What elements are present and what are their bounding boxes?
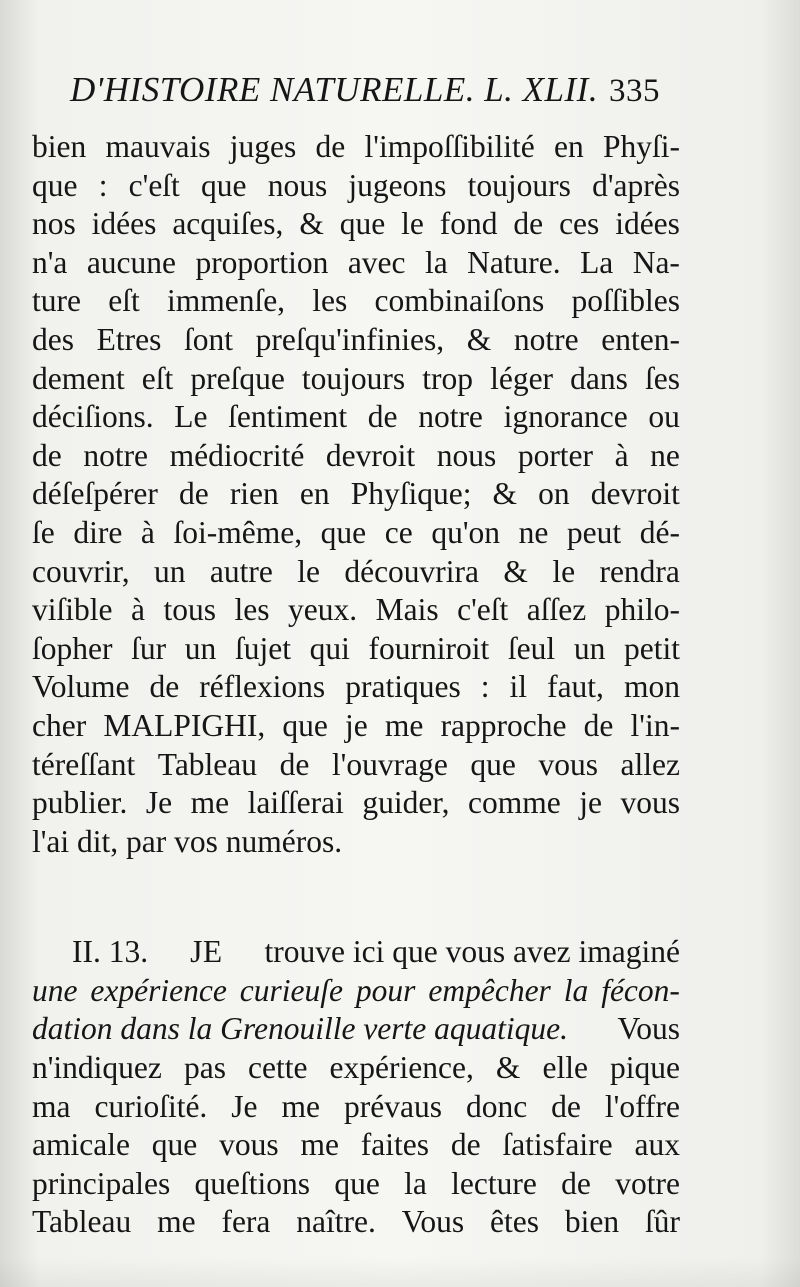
text-line: amicale que vous me faites de ſatisfaire aux	[32, 1127, 680, 1163]
text-line: déciſions. Le ſentiment de notre ignorance ou	[32, 399, 680, 435]
text-line: viſible à tous les yeux. Mais c'eſt aſſez philo-	[32, 592, 680, 628]
text-line: des Etres ſont preſqu'infinies, & notre enten-	[32, 321, 680, 357]
running-title: D'HISTOIRE NATURELLE. L. XLII.	[70, 70, 599, 109]
line-rest: Vous	[617, 1011, 680, 1047]
body-text	[32, 128, 680, 1242]
text-line: ture eſt immenſe, les combinaiſons poſſibles	[32, 283, 680, 319]
text-line: n'a aucune proportion avec la Nature. La Na-	[32, 244, 680, 280]
paragraph-1	[32, 128, 680, 861]
running-header	[70, 70, 660, 110]
text-line: nos idées acquiſes, & que le fond de ces idées	[32, 206, 680, 242]
text-line: déſeſpérer de rien en Phyſique; & on devroit	[32, 476, 680, 512]
text-line: ma curioſité. Je me prévaus donc de l'offre	[32, 1088, 680, 1124]
text-line: bien mauvais juges de l'impoſſibilité en Phyſi-	[32, 129, 680, 164]
text-line: cher MALPIGHI, que je me rapproche de l'in-	[32, 707, 680, 743]
text-line	[32, 1010, 680, 1049]
page-edge-shadow	[0, 1257, 800, 1287]
text-line: ſe dire à ſoi-même, que ce qu'on ne peut dé-	[32, 514, 680, 550]
text-line: que : c'eſt que nous jugeons toujours d'après	[32, 167, 680, 203]
text-line: dement eſt preſque toujours trop léger dans ſes	[32, 360, 680, 396]
italic-phrase: dation dans la Grenouille verte aquatique.	[32, 1011, 569, 1047]
text-line	[32, 933, 680, 972]
text-line: Tableau me fera naître. Vous êtes bien ſûr	[32, 1204, 680, 1240]
text-line: couvrir, un autre le découvrira & le rendra	[32, 553, 680, 589]
text-line: de notre médiocrité devroit nous porter à ne	[32, 437, 680, 473]
text-line: ſopher ſur un ſujet qui fourniroit ſeul un petit	[32, 630, 680, 666]
paragraph-2	[32, 933, 680, 1242]
text-line: principales queſtions que la lecture de votre	[32, 1165, 680, 1201]
text-line: Volume de réflexions pratiques : il faut, mon	[32, 669, 680, 705]
line-rest: trouve ici que vous avez imaginé	[264, 934, 680, 970]
text-line: téreſſant Tableau de l'ouvrage que vous allez	[32, 746, 680, 782]
text-line: n'indiquez pas cette expérience, & elle pique	[32, 1050, 680, 1086]
italic-line: une expérience curieuſe pour empêcher la fécon-	[32, 972, 680, 1008]
page-number: 335	[609, 73, 660, 109]
section-label: II. 13.	[72, 934, 149, 970]
text-line: l'ai dit, par vos numéros.	[32, 823, 343, 859]
lead-word: JE	[190, 934, 223, 970]
text-line: publier. Je me laiſſerai guider, comme je vous	[32, 785, 680, 821]
